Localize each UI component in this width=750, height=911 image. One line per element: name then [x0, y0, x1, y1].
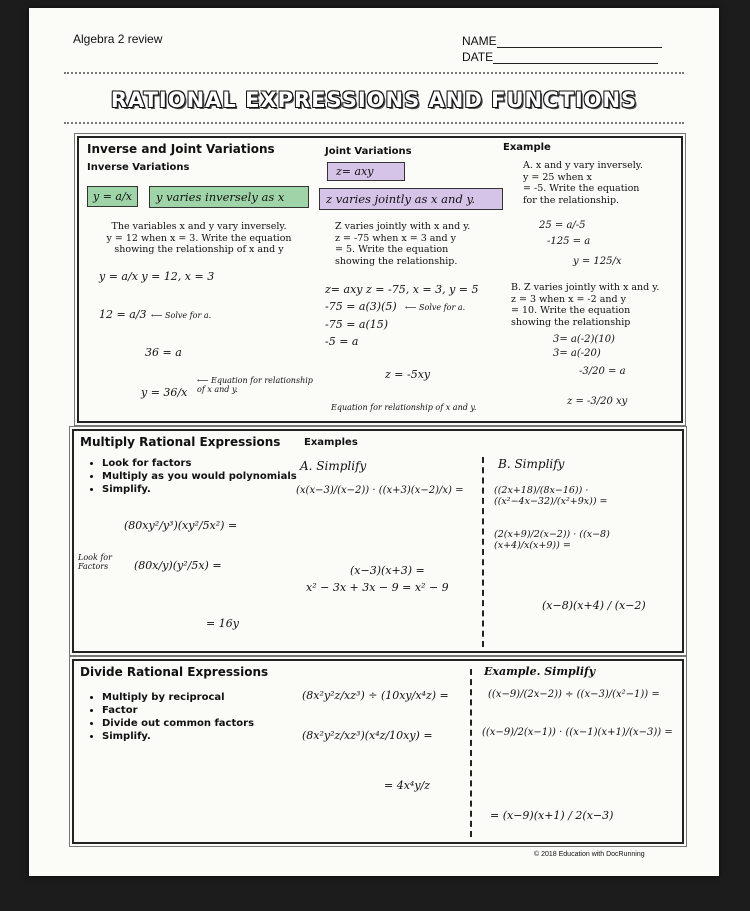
- page-title: RATIONAL EXPRESSIONS AND FUNCTIONS: [110, 88, 638, 112]
- solve-note: ⟵ Solve for a.: [151, 311, 212, 320]
- example-b-step: ((2x+18)/(8x−16)) · ((x²−4x−32)/(x²+9x)) =: [494, 485, 608, 507]
- example-b: B. Z varies jointly with x and y. z = 3 when x = -2 and y = 10. Write the equation showing the relationship: [511, 282, 660, 328]
- example-a-step: x² − 3x + 3x − 9 = x² − 9: [306, 581, 449, 594]
- multiply-result: = 16y: [206, 617, 239, 630]
- example-a-step: -125 = a: [547, 236, 591, 247]
- joint-step: z= axy z = -75, x = 3, y = 5: [325, 283, 479, 296]
- joint-desc: z varies jointly as x and y.: [319, 188, 503, 210]
- joint-solve-note: ⟵ Solve for a.: [405, 303, 466, 312]
- example-b-step: 3= a(-20): [553, 348, 601, 359]
- joint-eq-note: Equation for relationship of x and y.: [331, 403, 477, 412]
- section-title: Divide Rational Expressions: [80, 665, 269, 679]
- example-b-step: 3= a(-2)(10): [553, 334, 615, 345]
- examples-label: Examples: [304, 437, 358, 448]
- footer-copyright: © 2018 Education with DocRunning: [534, 851, 645, 858]
- column-divider: [482, 457, 484, 647]
- example-result: = (x−9)(x+1) / 2(x−3): [490, 809, 614, 822]
- example-a: A. x and y vary inversely. y = 25 when x = -5. Write the equation for the relationship.: [523, 160, 643, 206]
- example-a-step: y = 125/x: [573, 256, 622, 267]
- divide-eq: (8x²y²z/xz³) ÷ (10xy/x⁴z) =: [302, 689, 449, 702]
- multiply-eq: (80x/y)(y²/5x) =: [134, 559, 222, 572]
- example-b-label: B. Simplify: [498, 457, 565, 471]
- variation-section: [77, 136, 683, 423]
- example-step: ((x−9)/2(x−1)) · ((x−1)(x+1)/(x−3)) =: [482, 727, 673, 738]
- name-field[interactable]: [462, 34, 662, 48]
- look-for-factors-note: Look for Factors: [78, 553, 112, 571]
- inverse-step: y = a/x y = 12, x = 3: [99, 270, 215, 283]
- example-a-step: 25 = a/-5: [539, 220, 586, 231]
- divide-section: [72, 659, 684, 844]
- divide-result: = 4x⁴y/z: [384, 779, 431, 792]
- multiply-eq: (80xy²/y³)(xy²/5x²) =: [124, 519, 238, 532]
- multiply-section: [72, 429, 684, 653]
- joint-problem: Z varies jointly with x and y. z = -75 when x = 3 and y = 5. Write the equation showing the relationship.: [335, 221, 471, 267]
- section-title: Multiply Rational Expressions: [80, 435, 281, 449]
- inverse-label: Inverse Variations: [87, 162, 190, 173]
- joint-result: z = -5xy: [385, 368, 431, 381]
- worksheet-page: [29, 8, 719, 876]
- name-label: NAME: [462, 34, 497, 48]
- inverse-desc: y varies inversely as x: [149, 186, 309, 208]
- inverse-problem: The variables x and y vary inversely. y = 12 when x = 3. Write the equation showing the relationship of x and y: [106, 221, 292, 255]
- example-step: ((x−9)/(2x−2)) ÷ ((x−3)/(x²−1)) =: [488, 689, 660, 700]
- example-label: Example: [503, 142, 551, 153]
- joint-formula: z= axy: [327, 162, 405, 181]
- bullet-list: • Multiply by reciprocal • Factor • Divide out common factors • Simplify.: [88, 691, 254, 743]
- example-b-step: -3/20 = a: [579, 366, 626, 377]
- bullet-list: • Look for factors • Multiply as you would polynomials • Simplify.: [88, 457, 297, 496]
- column-divider: [470, 669, 472, 837]
- joint-step: -5 = a: [325, 335, 359, 348]
- section-title: Inverse and Joint Variations: [87, 142, 275, 156]
- divider: [64, 72, 684, 74]
- date-label: DATE: [462, 50, 494, 64]
- example-b-step: z = -3/20 xy: [567, 396, 628, 407]
- inverse-formula: y = a/x: [87, 186, 138, 207]
- inverse-step: 12 = a/3: [99, 308, 147, 321]
- example-a-step: (x(x−3)/(x−2)) · ((x+3)(x−2)/x) =: [296, 485, 464, 496]
- joint-label: Joint Variations: [325, 146, 412, 157]
- course-label: Algebra 2 review: [73, 32, 163, 46]
- joint-step: -75 = a(3)(5): [325, 300, 397, 313]
- example-b-step: (2(x+9)/2(x−2)) · ((x−8)(x+4)/x(x+9)) =: [494, 529, 610, 551]
- joint-step: -75 = a(15): [325, 318, 389, 331]
- equation-note: ⟵ Equation for relationship of x and y.: [197, 376, 313, 394]
- divide-eq: (8x²y²z/xz³)(x⁴z/10xy) =: [302, 729, 433, 742]
- example-label: Example. Simplify: [484, 665, 596, 678]
- example-a-label: A. Simplify: [300, 459, 367, 473]
- divider: [64, 122, 684, 124]
- example-b-result: (x−8)(x+4) / (x−2): [542, 599, 646, 612]
- inverse-step: 36 = a: [145, 346, 182, 359]
- inverse-step: y = 36/x: [141, 386, 188, 399]
- date-field[interactable]: [462, 50, 658, 64]
- example-a-step: (x−3)(x+3) =: [350, 564, 425, 577]
